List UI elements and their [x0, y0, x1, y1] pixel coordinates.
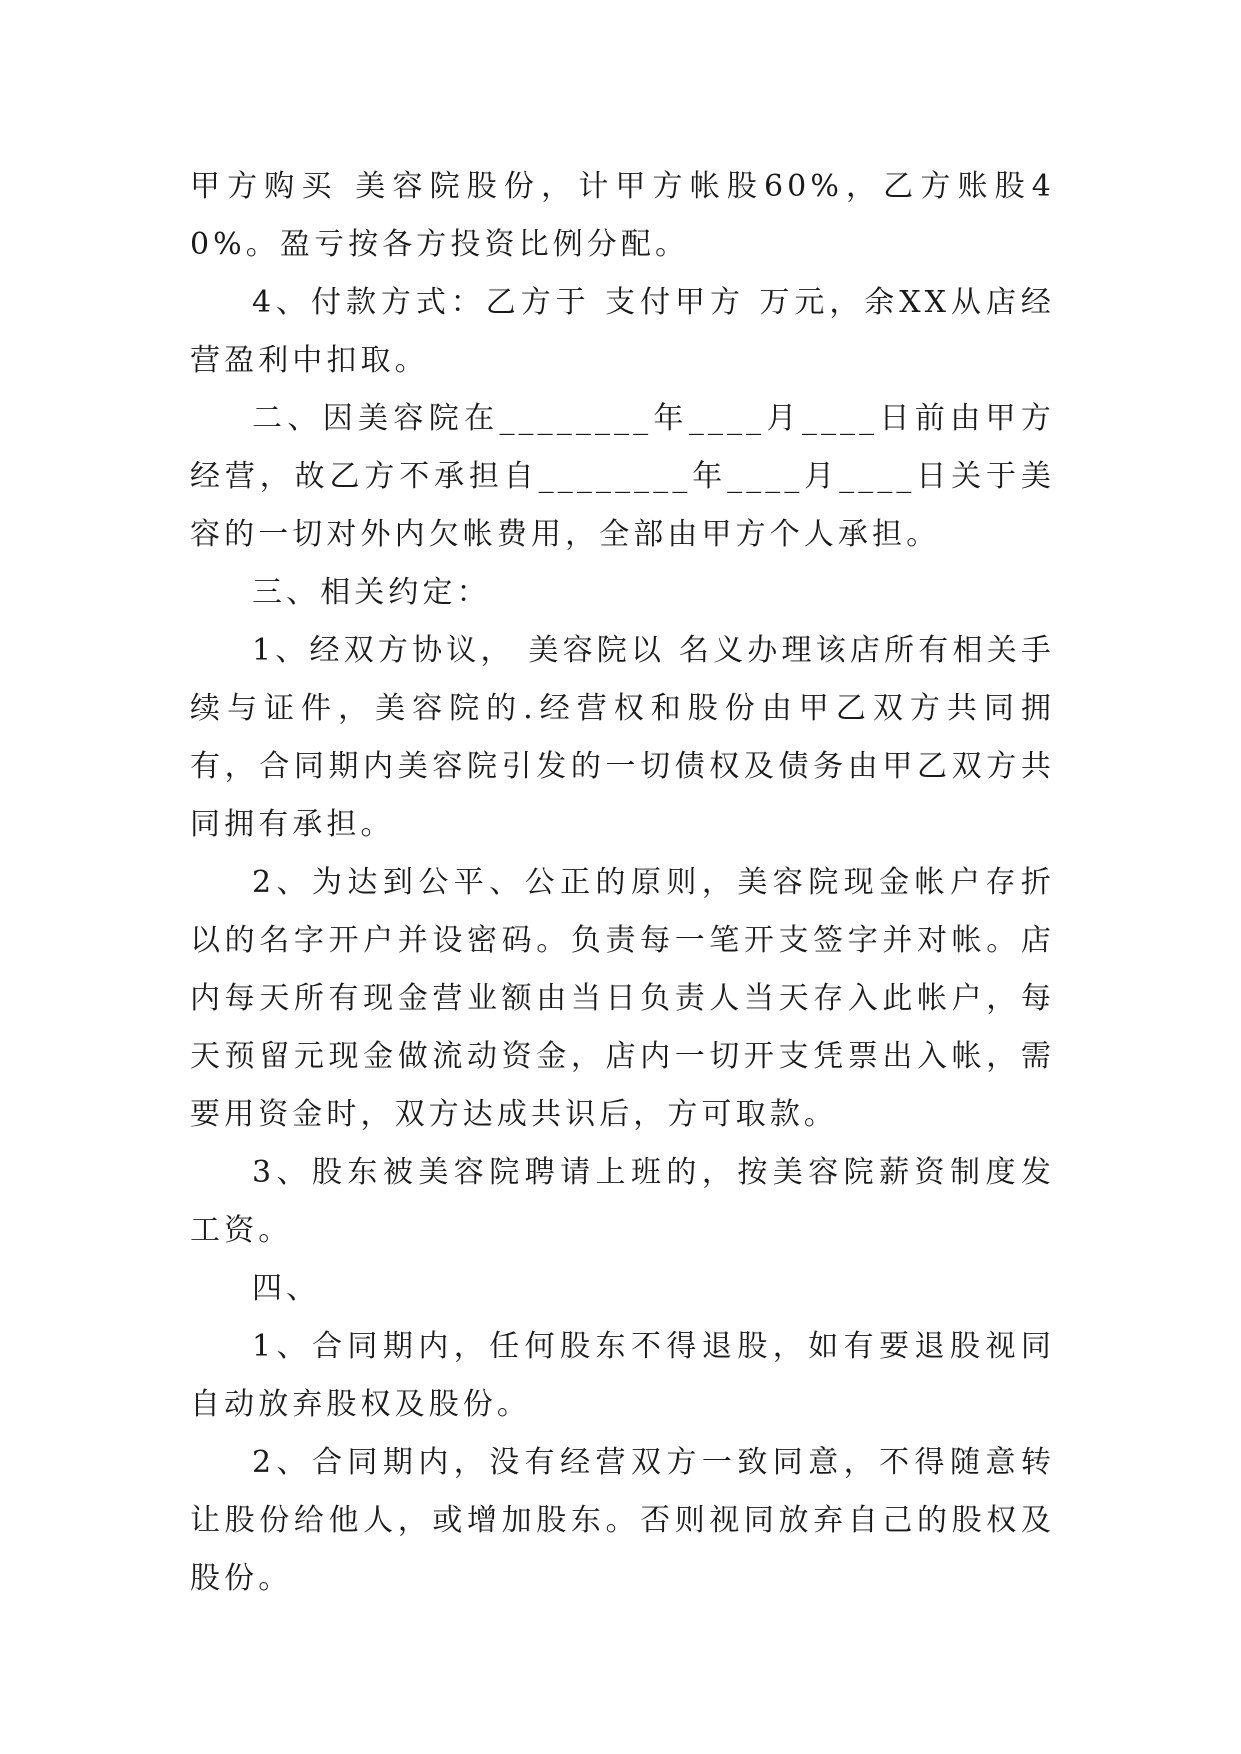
paragraph-agreement-2: 2、为达到公平、公正的原则，美容院现金帐户存折以的名字开户并设密码。负责每一笔开支签字并对帐。店内每天所有现金营业额由当日负责人当天存入此帐户，每天预留元现金做流动资金，店内一切开支凭票出入帐，需要用资金时，双方达成共识后，方可取款。 [190, 865, 1055, 1132]
paragraph-share-ratio: 甲方购买 美容院股份，计甲方帐股60%，乙方账股40%。盈亏按各方投资比例分配。 [190, 169, 1055, 262]
heading-section-four: 四、 [252, 1271, 321, 1306]
paragraph-agreement-3: 3、股东被美容院聘请上班的，按美容院薪资制度发工资。 [190, 1155, 1055, 1248]
paragraph-term-2: 2、合同期内，没有经营双方一致同意，不得随意转让股份给他人，或增加股东。否则视同放弃自己的股权及股份。 [190, 1445, 1055, 1596]
paragraph-payment-method: 4、付款方式：乙方于 支付甲方 万元，余XX从店经营盈利中扣取。 [190, 285, 1055, 378]
heading-section-three: 三、相关约定： [252, 575, 491, 610]
paragraph-section-two: 二、因美容院在________年____月____日前由甲方经营，故乙方不承担自________年____月____日关于美容的一切对外内欠帐费用，全部由甲方个人承担。 [190, 401, 1055, 552]
paragraph-term-1: 1、合同期内，任何股东不得退股，如有要退股视同自动放弃股权及股份。 [190, 1329, 1055, 1422]
document-body [190, 158, 1055, 1608]
paragraph-agreement-1: 1、经双方协议， 美容院以 名义办理该店所有相关手续与证件，美容院的.经营权和股份由甲乙双方共同拥有，合同期内美容院引发的一切债权及债务由甲乙双方共同拥有承担。 [190, 633, 1055, 842]
